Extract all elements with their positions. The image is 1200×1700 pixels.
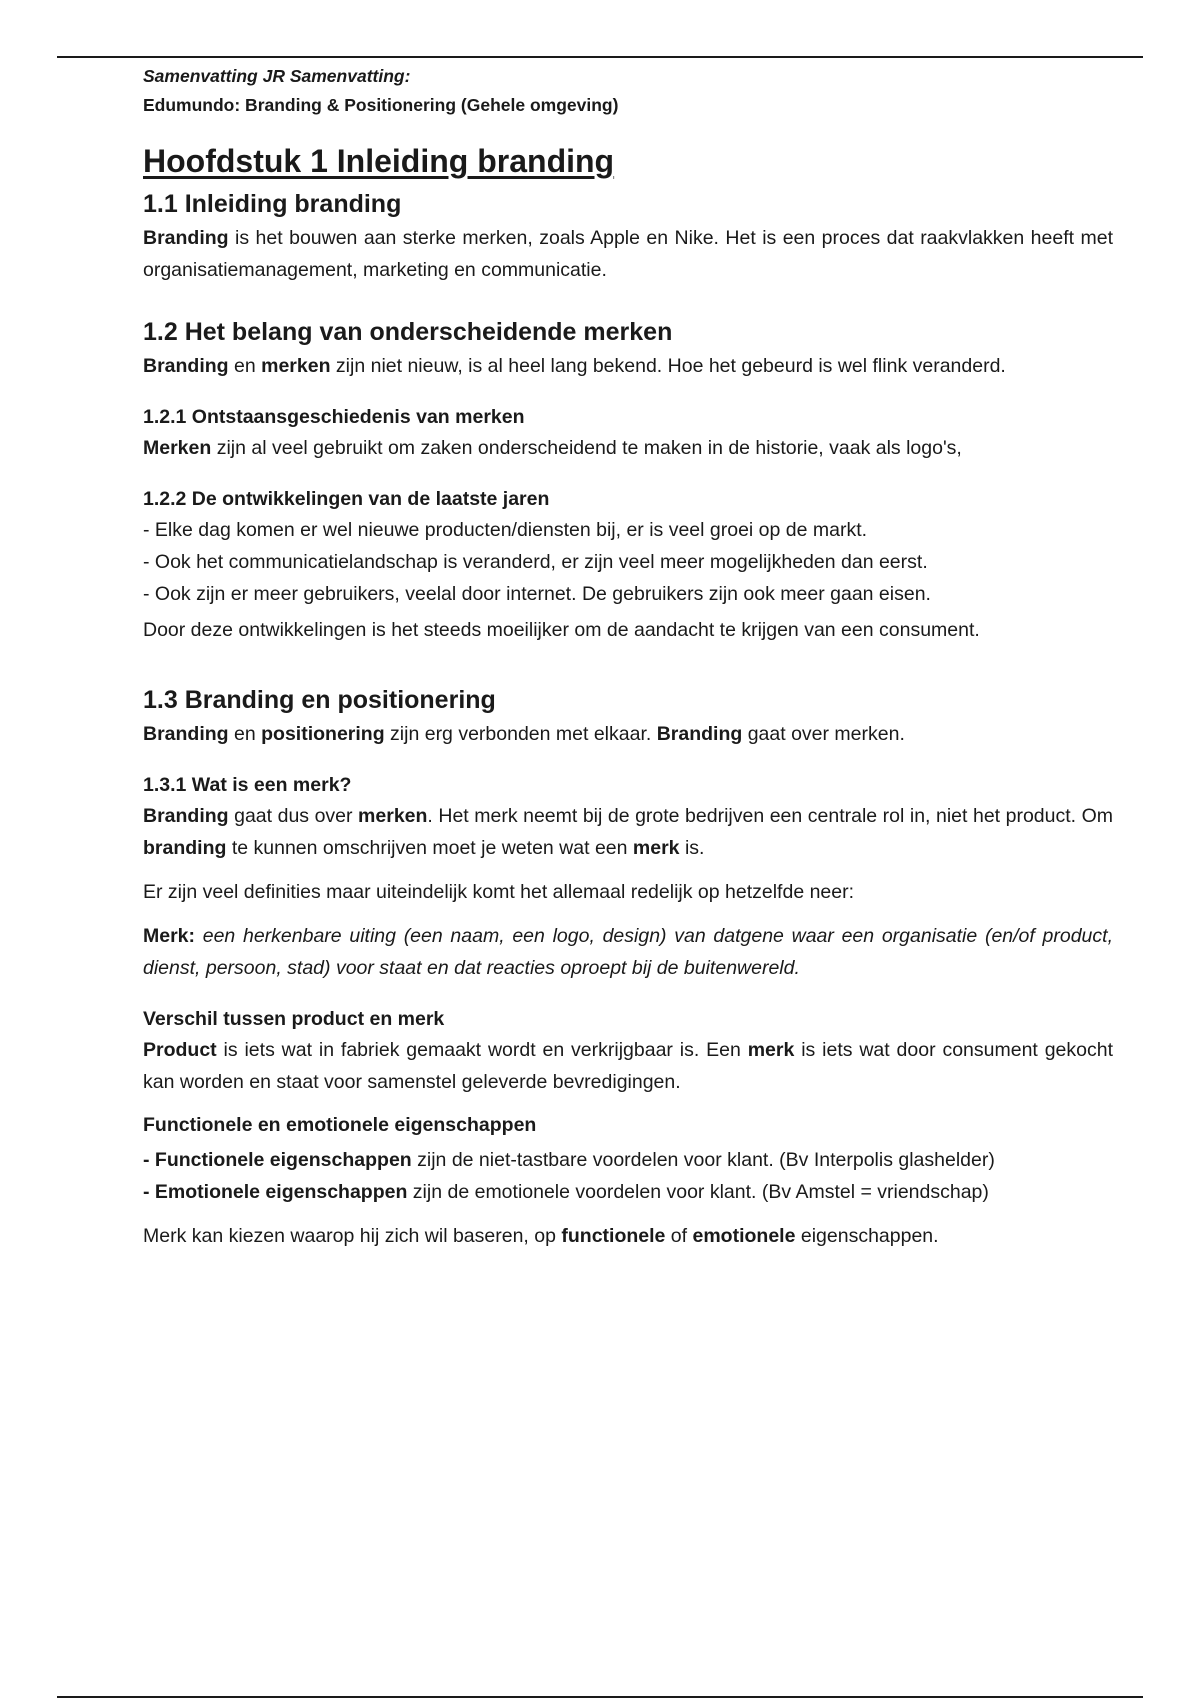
eigenschappen-conclusion bbox=[143, 1220, 1113, 1252]
verschil-paragraph bbox=[143, 1034, 1113, 1098]
bold-term: Branding bbox=[143, 723, 229, 745]
section-1-2-2-title: 1.2.2 De ontwikkelingen van de laatste jaren bbox=[143, 488, 550, 510]
section-1-3-paragraph bbox=[143, 718, 1113, 750]
section-1-2-paragraph bbox=[143, 350, 1113, 382]
bold-term: Product bbox=[143, 1039, 217, 1061]
bold-term: - Functionele eigenschappen bbox=[143, 1149, 412, 1171]
section-1-3-1-intro-definitions: Er zijn veel definities maar uiteindelijk komt het allemaal redelijk op hetzelfde neer: bbox=[143, 881, 855, 903]
header-line-1: Samenvatting JR Samenvatting: bbox=[143, 66, 411, 86]
section-1-3-1-paragraph bbox=[143, 800, 1113, 864]
bold-term: Branding bbox=[143, 355, 229, 377]
bullet-line bbox=[143, 1144, 1113, 1176]
document-header bbox=[143, 62, 1113, 120]
merk-definition bbox=[143, 920, 1113, 984]
bold-term: emotionele bbox=[692, 1225, 796, 1247]
definition-text: een herkenbare uiting (een naam, een logo, design) van datgene waar een organisatie (en/of product, dienst, persoon, stad) voor staat en dat reacties oproept bij de buitenwereld. bbox=[143, 925, 1113, 979]
bullet-line bbox=[143, 1176, 1113, 1208]
bold-term: Merk: bbox=[143, 925, 196, 947]
section-1-2-title: 1.2 Het belang van onderscheidende merken bbox=[143, 318, 673, 346]
bold-term: positionering bbox=[261, 723, 385, 745]
bold-term: merk bbox=[747, 1039, 795, 1061]
bold-term: merken bbox=[261, 355, 331, 377]
section-1-2-1-paragraph bbox=[143, 432, 1113, 464]
bold-term: - Emotionele eigenschappen bbox=[143, 1181, 408, 1203]
text-run: te kunnen omschrijven moet je weten wat een bbox=[226, 837, 633, 859]
text-run: zijn erg verbonden met elkaar. bbox=[384, 723, 657, 745]
text-run: zijn de emotionele voordelen voor klant. (Bv Amstel = vriendschap) bbox=[407, 1181, 989, 1203]
text-run: zijn niet nieuw, is al heel lang bekend. Hoe het gebeurd is wel flink veranderd. bbox=[330, 355, 1006, 377]
text-run: en bbox=[228, 355, 262, 377]
section-1-1-title: 1.1 Inleiding branding bbox=[143, 190, 402, 218]
bold-term: functionele bbox=[561, 1225, 666, 1247]
bold-term: merken bbox=[358, 805, 428, 827]
section-1-2-2-conclusion: Door deze ontwikkelingen is het steeds moeilijker om de aandacht te krijgen van een consument. bbox=[143, 619, 980, 641]
bold-term: Branding bbox=[143, 805, 229, 827]
text-run: is iets wat in fabriek gemaakt wordt en verkrijgbaar is. Een bbox=[216, 1039, 748, 1061]
bullet-line: - Elke dag komen er wel nieuwe producten/diensten bij, er is veel groei op de markt. bbox=[143, 519, 868, 541]
text-run: . Het merk neemt bij de grote bedrijven een centrale rol in, niet het product. Om bbox=[427, 805, 1114, 827]
bottom-rule bbox=[57, 1696, 1143, 1698]
text-run: is. bbox=[679, 837, 705, 859]
text-run: zijn al veel gebruikt om zaken onderscheidend te maken in de historie, vaak als logo's, bbox=[211, 437, 962, 459]
verschil-title: Verschil tussen product en merk bbox=[143, 1008, 445, 1030]
eigenschappen-title: Functionele en emotionele eigenschappen bbox=[143, 1114, 537, 1136]
header-line-2: Edumundo: Branding & Positionering (Gehele omgeving) bbox=[143, 95, 619, 115]
bold-term: Branding bbox=[656, 723, 743, 745]
text-run: is het bouwen aan sterke merken, zoals Apple en Nike. Het is een proces dat raakvlakken heeft met organisatiemanagement, marketing en communicatie. bbox=[143, 227, 1113, 281]
bullet-line: - Ook het communicatielandschap is veranderd, er zijn veel meer mogelijkheden dan eerst. bbox=[143, 551, 928, 573]
text-run: gaat dus over bbox=[228, 805, 359, 827]
section-1-2-1-title: 1.2.1 Ontstaansgeschiedenis van merken bbox=[143, 406, 525, 428]
chapter-title: Hoofdstuk 1 Inleiding branding bbox=[143, 143, 615, 179]
section-1-1-paragraph bbox=[143, 222, 1113, 286]
bold-term: branding bbox=[143, 837, 227, 859]
text-run: of bbox=[665, 1225, 693, 1247]
text-run: is iets wat door consument gekocht kan worden en staat voor samenstel geleverde bevredigingen. bbox=[143, 1039, 1113, 1093]
top-rule bbox=[57, 56, 1143, 58]
bold-term: Merken bbox=[143, 437, 212, 459]
text-run: Merk kan kiezen waarop hij zich wil baseren, op bbox=[143, 1225, 562, 1247]
section-1-3-1-title: 1.3.1 Wat is een merk? bbox=[143, 774, 352, 796]
text-run: zijn de niet-tastbare voordelen voor klant. (Bv Interpolis glashelder) bbox=[411, 1149, 995, 1171]
document-page bbox=[143, 60, 1113, 1252]
section-1-3-title: 1.3 Branding en positionering bbox=[143, 686, 496, 714]
bold-term: merk bbox=[632, 837, 680, 859]
text-run: en bbox=[228, 723, 262, 745]
bullet-line: - Ook zijn er meer gebruikers, veelal door internet. De gebruikers zijn ook meer gaan eisen. bbox=[143, 583, 931, 605]
bold-term: Branding bbox=[143, 227, 229, 249]
text-run: gaat over merken. bbox=[742, 723, 905, 745]
text-run: eigenschappen. bbox=[795, 1225, 939, 1247]
